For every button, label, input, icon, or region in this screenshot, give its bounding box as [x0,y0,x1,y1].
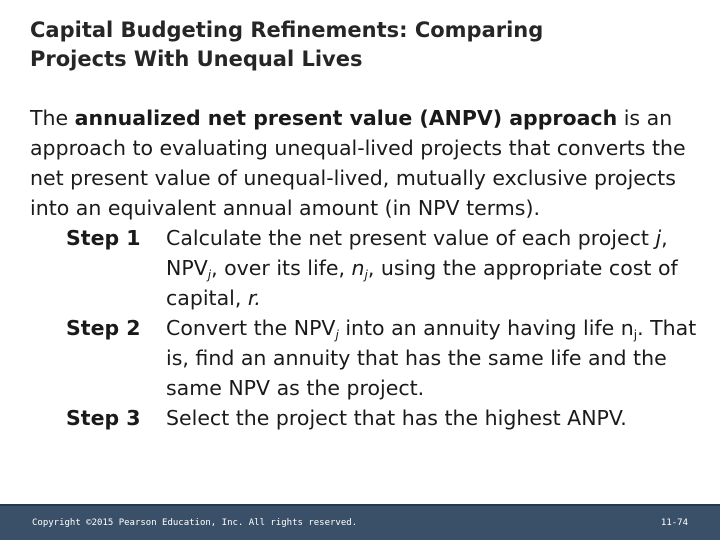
title-line-2: Projects With Unequal Lives [30,47,363,71]
step-1-text-a: Calculate the net present value of each project [166,226,656,250]
subscript-nj-text: j [364,268,368,282]
subscript-j-text: j [207,268,212,282]
step-1-label: Step 1 [66,226,141,250]
title-line-1: Capital Budgeting Refinements: Comparing [30,18,544,42]
step-2 [30,313,700,403]
intro-term: annualized net present value (ANPV) approach [74,106,618,130]
step-1-text-b: , NPV [166,226,668,280]
step-3-label: Step 3 [66,406,141,430]
step-2-text [166,313,700,403]
copyright-notice: Copyright ©2015 Pearson Education, Inc. All rights reserved. [32,518,358,528]
step-2-text-a: Convert the NPV [166,316,336,340]
step-3 [30,403,700,433]
intro-prefix: The [30,106,75,130]
step-2-text-b: into an annuity having life n [338,316,634,340]
var-n: n [351,256,365,280]
step-1-text [166,223,700,313]
footer-bar [0,504,720,540]
step-2-text-c: . That is, find an annuity that has the same life and the same NPV as the project. [166,316,697,400]
step-1-text-c: , over its life, [211,256,352,280]
step-3-text: Select the project that has the highest ANPV. [166,406,627,430]
intro-rest: is an approach to evaluating unequal-lived projects that converts the net present value of unequal-lived, mutually exclusive projects into an equivalent annual amount (in NPV terms). [30,106,686,220]
var-j: j [655,226,662,250]
slide-title [30,16,690,74]
subscript-j-npv-text: j [335,328,339,342]
var-r: r. [247,286,261,310]
subscript-j-life: j [633,328,638,342]
step-2-label: Step 2 [66,316,141,340]
intro-paragraph [30,103,700,223]
slide-body [30,103,700,433]
step-1-text-d: , using the appropriate cost of capital, [166,256,678,310]
page-number: 11-74 [660,518,688,528]
step-1 [30,223,700,313]
